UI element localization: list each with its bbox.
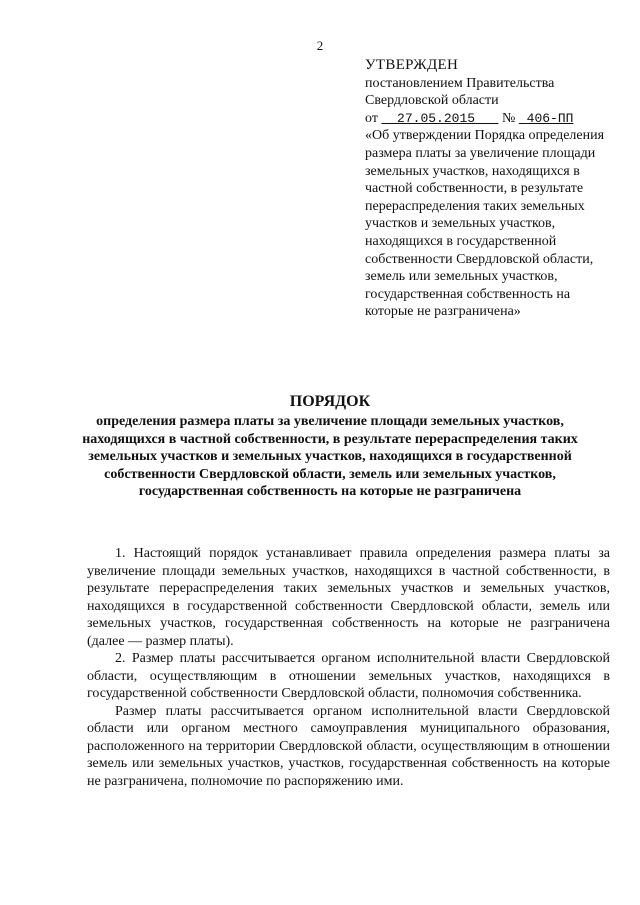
approved-heading: УТВЕРЖДЕН [365,57,459,73]
date-prefix: от [365,110,378,126]
approval-region-line: Свердловской области [365,93,499,109]
paragraph-2: 2. Размер платы рассчитывается органом исполнительной власти Свердловской области, осуществляющим в отношении земельных участков, находящихся в государственной собственности Свердловской области, полномочия собственника. [87,651,610,701]
resolution-number: 406-ПП [526,110,574,126]
paragraph-3: Размер платы рассчитывается органом исполнительной власти Свердловской области или органом местного самоуправления муниципального образования, расположенного на территории Свердловской области, осуществляющим в отношении земель или земельных участков, участков, государственная собственность на которые не разграничена, полномочие по распоряжению ими. [87,703,610,789]
document-subtitle: определения размера платы за увеличение площади земельных участков, находящихся в частной собственности, в результате перераспределения таких земельных участков и земельных участков, находящихся в государственной собственности Свердловской области, земель или земельных участков, государственная собственность на которые не разграничена [82,414,578,499]
approval-authority-line: постановлением Правительства [365,75,555,91]
number-sign: № [501,110,516,126]
approval-block [365,57,620,321]
resolution-title: «Об утверждении Порядка определения размера платы за увеличение площади земельных участков, находящихся в частной собственности, в результате перераспределения таких земельных участков и земельных участков, находящихся в государственной собственности Свердловской области, земель или земельных участков, государственная собственность на которые не разграничена» [365,128,605,320]
document-title: ПОРЯДОК [289,393,371,410]
page-number: 2 [316,38,324,53]
paragraph-1: 1. Настоящий порядок устанавливает правила определения размера платы за увеличение площади земельных участков, находящихся в частной собственности, в результате перераспределения таких земельных участков и земельных участков, находящихся в государственной собственности Свердловской области, земель или земельных участков, государственная собственность на которые не разграничена (далее — размер платы). [87,546,610,649]
document-body [87,545,610,790]
resolution-date: 27.05.2015 [397,110,476,126]
document-title-block [60,393,600,501]
approval-date-line [365,110,620,128]
